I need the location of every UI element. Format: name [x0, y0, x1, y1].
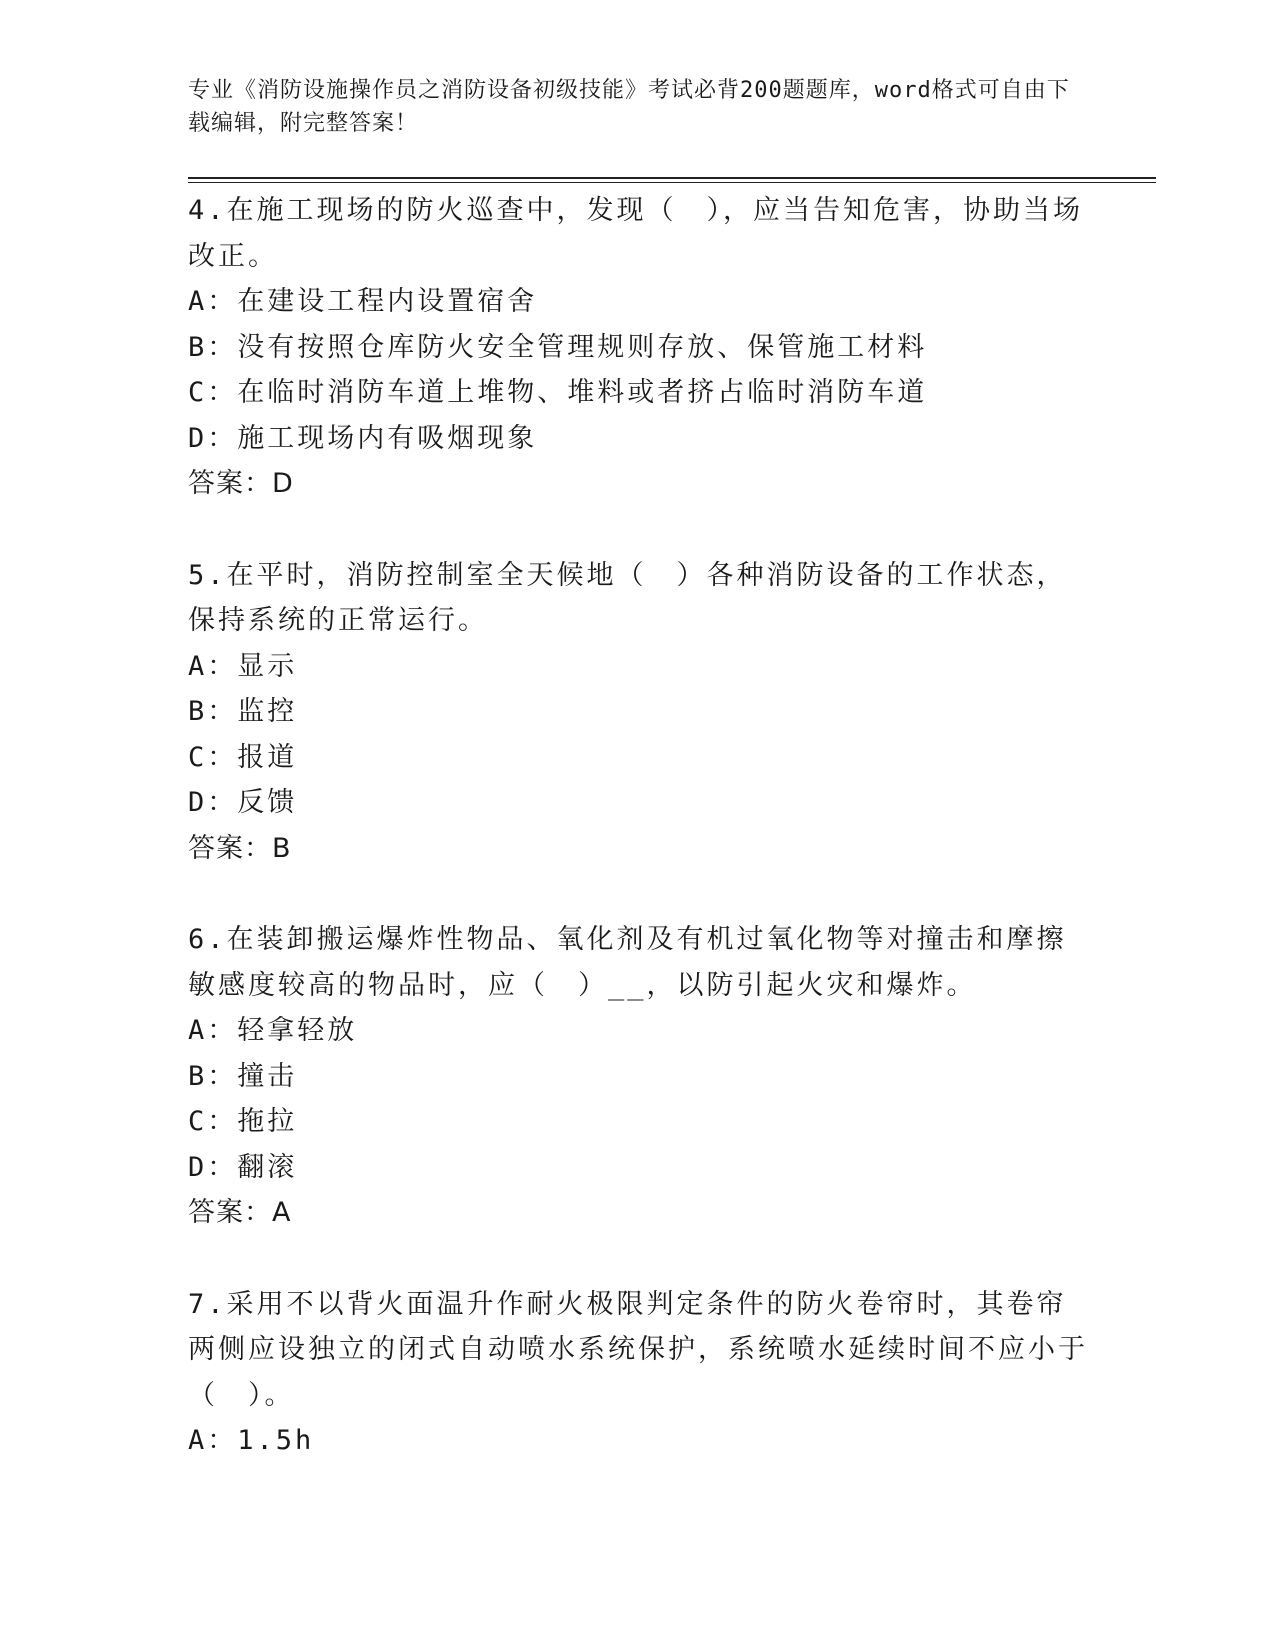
- question-5: [188, 553, 1088, 872]
- question-7: [188, 1282, 1088, 1464]
- question-stem: 7.采用不以背火面温升作耐火极限判定条件的防火卷帘时，其卷帘两侧应设独立的闭式自动喷水系统保护，系统喷水延续时间不应小于（ ）。: [188, 1288, 1088, 1411]
- option-a: A：轻拿轻放: [188, 1015, 358, 1046]
- option-a: A：1.5h: [188, 1425, 315, 1456]
- option-d: D：施工现场内有吸烟现象: [188, 422, 538, 454]
- option-c: C：在临时消防车道上堆物、堆料或者挤占临时消防车道: [188, 377, 928, 408]
- question-stem: 4.在施工现场的防火巡查中，发现（ ），应当告知危害，协助当场改正。: [188, 195, 1084, 272]
- document-header: 专业《消防设施操作员之消防设备初级技能》考试必背200题题库，word格式可自由下载编辑，附完整答案！: [188, 78, 1070, 136]
- option-c: C：报道: [188, 741, 298, 773]
- answer-line: 答案：A: [188, 1197, 292, 1228]
- question-stem: 5.在平时，消防控制室全天候地（ ）各种消防设备的工作状态，保持系统的正常运行。: [188, 559, 1067, 636]
- option-a: A：在建设工程内设置宿舍: [188, 286, 538, 317]
- header-divider-thin: [188, 182, 1156, 183]
- option-b: B：没有按照仓库防火安全管理规则存放、保管施工材料: [188, 331, 928, 363]
- question-stem: 6.在装卸搬运爆炸性物品、氧化剂及有机过氧化物等对撞击和摩擦敏感度较高的物品时，应（ ）__，以防引起火灾和爆炸。: [188, 924, 1067, 1001]
- option-a: A：显示: [188, 650, 298, 682]
- option-d: D：翻滚: [188, 1151, 298, 1183]
- option-c: C：拖拉: [188, 1106, 298, 1137]
- answer-line: 答案：B: [188, 832, 292, 864]
- answer-line: 答案：D: [188, 468, 294, 499]
- question-6: [188, 917, 1088, 1236]
- question-4: [188, 188, 1088, 507]
- option-b: B：撞击: [188, 1060, 298, 1092]
- header-divider-thick: [188, 177, 1156, 179]
- question-list: [188, 188, 1088, 1510]
- option-d: D：反馈: [188, 787, 298, 818]
- option-b: B：监控: [188, 696, 298, 727]
